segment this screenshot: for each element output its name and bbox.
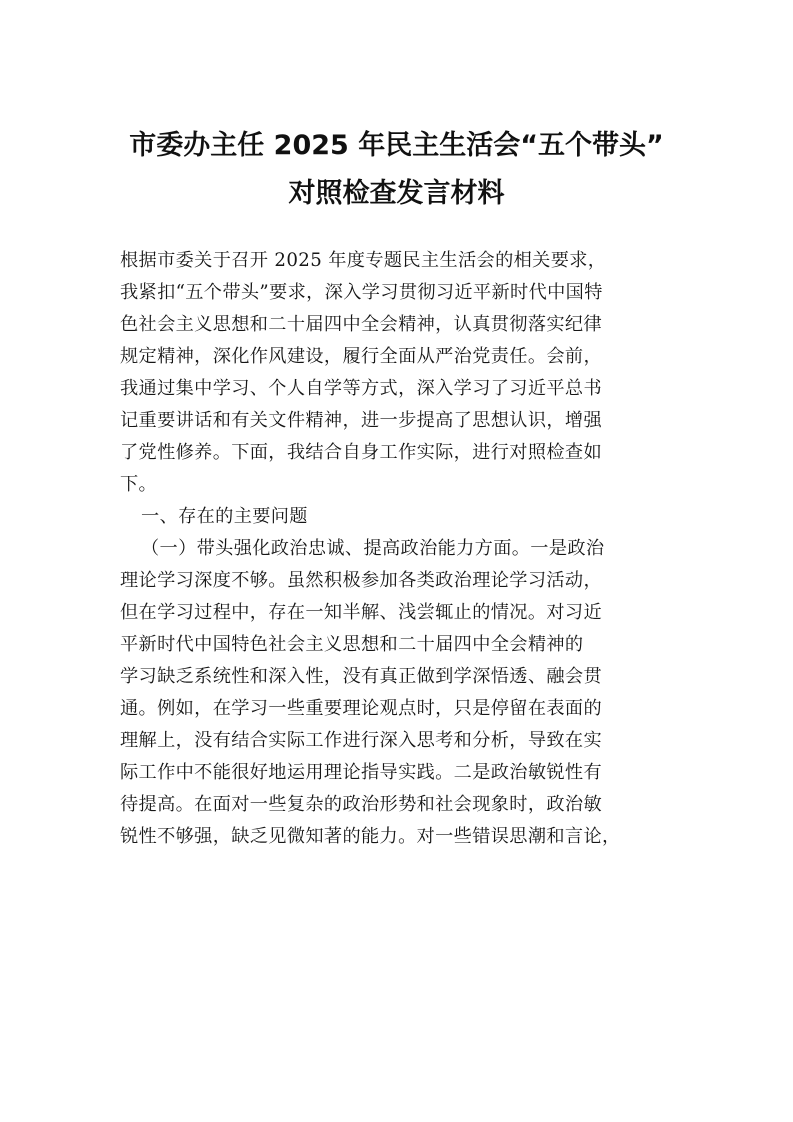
paragraph-line: 色社会主义思想和二十届四中全会精神，认真贯彻落实纪律 bbox=[120, 314, 602, 335]
paragraph-line: 我紧扣“五个带头”要求，深入学习贯彻习近平新时代中国特 bbox=[120, 282, 603, 303]
paragraph-line: 下。 bbox=[120, 474, 158, 495]
paragraph-line: 记重要讲话和有关文件精神，进一步提高了思想认识，增强 bbox=[120, 410, 602, 431]
paragraph-line: 际工作中不能很好地运用理论指导实践。二是政治敏锐性有 bbox=[120, 762, 602, 783]
paragraph-line: 平新时代中国特色社会主义思想和二十届四中全会精神的 bbox=[120, 634, 584, 655]
paragraph-line: 锐性不够强，缺乏见微知著的能力。对一些错误思潮和言论， bbox=[120, 826, 621, 847]
paragraph-line: 通。例如，在学习一些重要理论观点时，只是停留在表面的 bbox=[120, 698, 602, 719]
paragraph-line: 理解上，没有结合实际工作进行深入思考和分析，导致在实 bbox=[120, 730, 602, 751]
paragraph-line: 理论学习深度不够。虽然积极参加各类政治理论学习活动， bbox=[120, 570, 602, 591]
document-title-line-1: 市委办主任 2025 年民主生活会“五个带头” bbox=[129, 130, 664, 161]
paragraph-line: （一）带头强化政治忠诚、提高政治能力方面。一是政治 bbox=[141, 538, 605, 559]
paragraph-line: 学习缺乏系统性和深入性，没有真正做到学深悟透、融会贯 bbox=[120, 666, 602, 687]
paragraph-line: 了党性修养。下面，我结合自身工作实际，进行对照检查如 bbox=[120, 442, 602, 463]
paragraph-line: 规定精神，深化作风建设，履行全面从严治党责任。会前， bbox=[120, 346, 602, 367]
paragraph-line: 但在学习过程中，存在一知半解、浅尝辄止的情况。对习近 bbox=[120, 602, 602, 623]
paragraph-line: 我通过集中学习、个人自学等方式，深入学习了习近平总书 bbox=[120, 378, 602, 399]
section-heading: 一、存在的主要问题 bbox=[141, 506, 308, 527]
paragraph-line: 待提高。在面对一些复杂的政治形势和社会现象时，政治敏 bbox=[120, 794, 602, 815]
document-title-line-2: 对照检查发言材料 bbox=[288, 178, 505, 209]
paragraph-line: 根据市委关于召开 2025 年度专题民主生活会的相关要求， bbox=[120, 250, 607, 271]
